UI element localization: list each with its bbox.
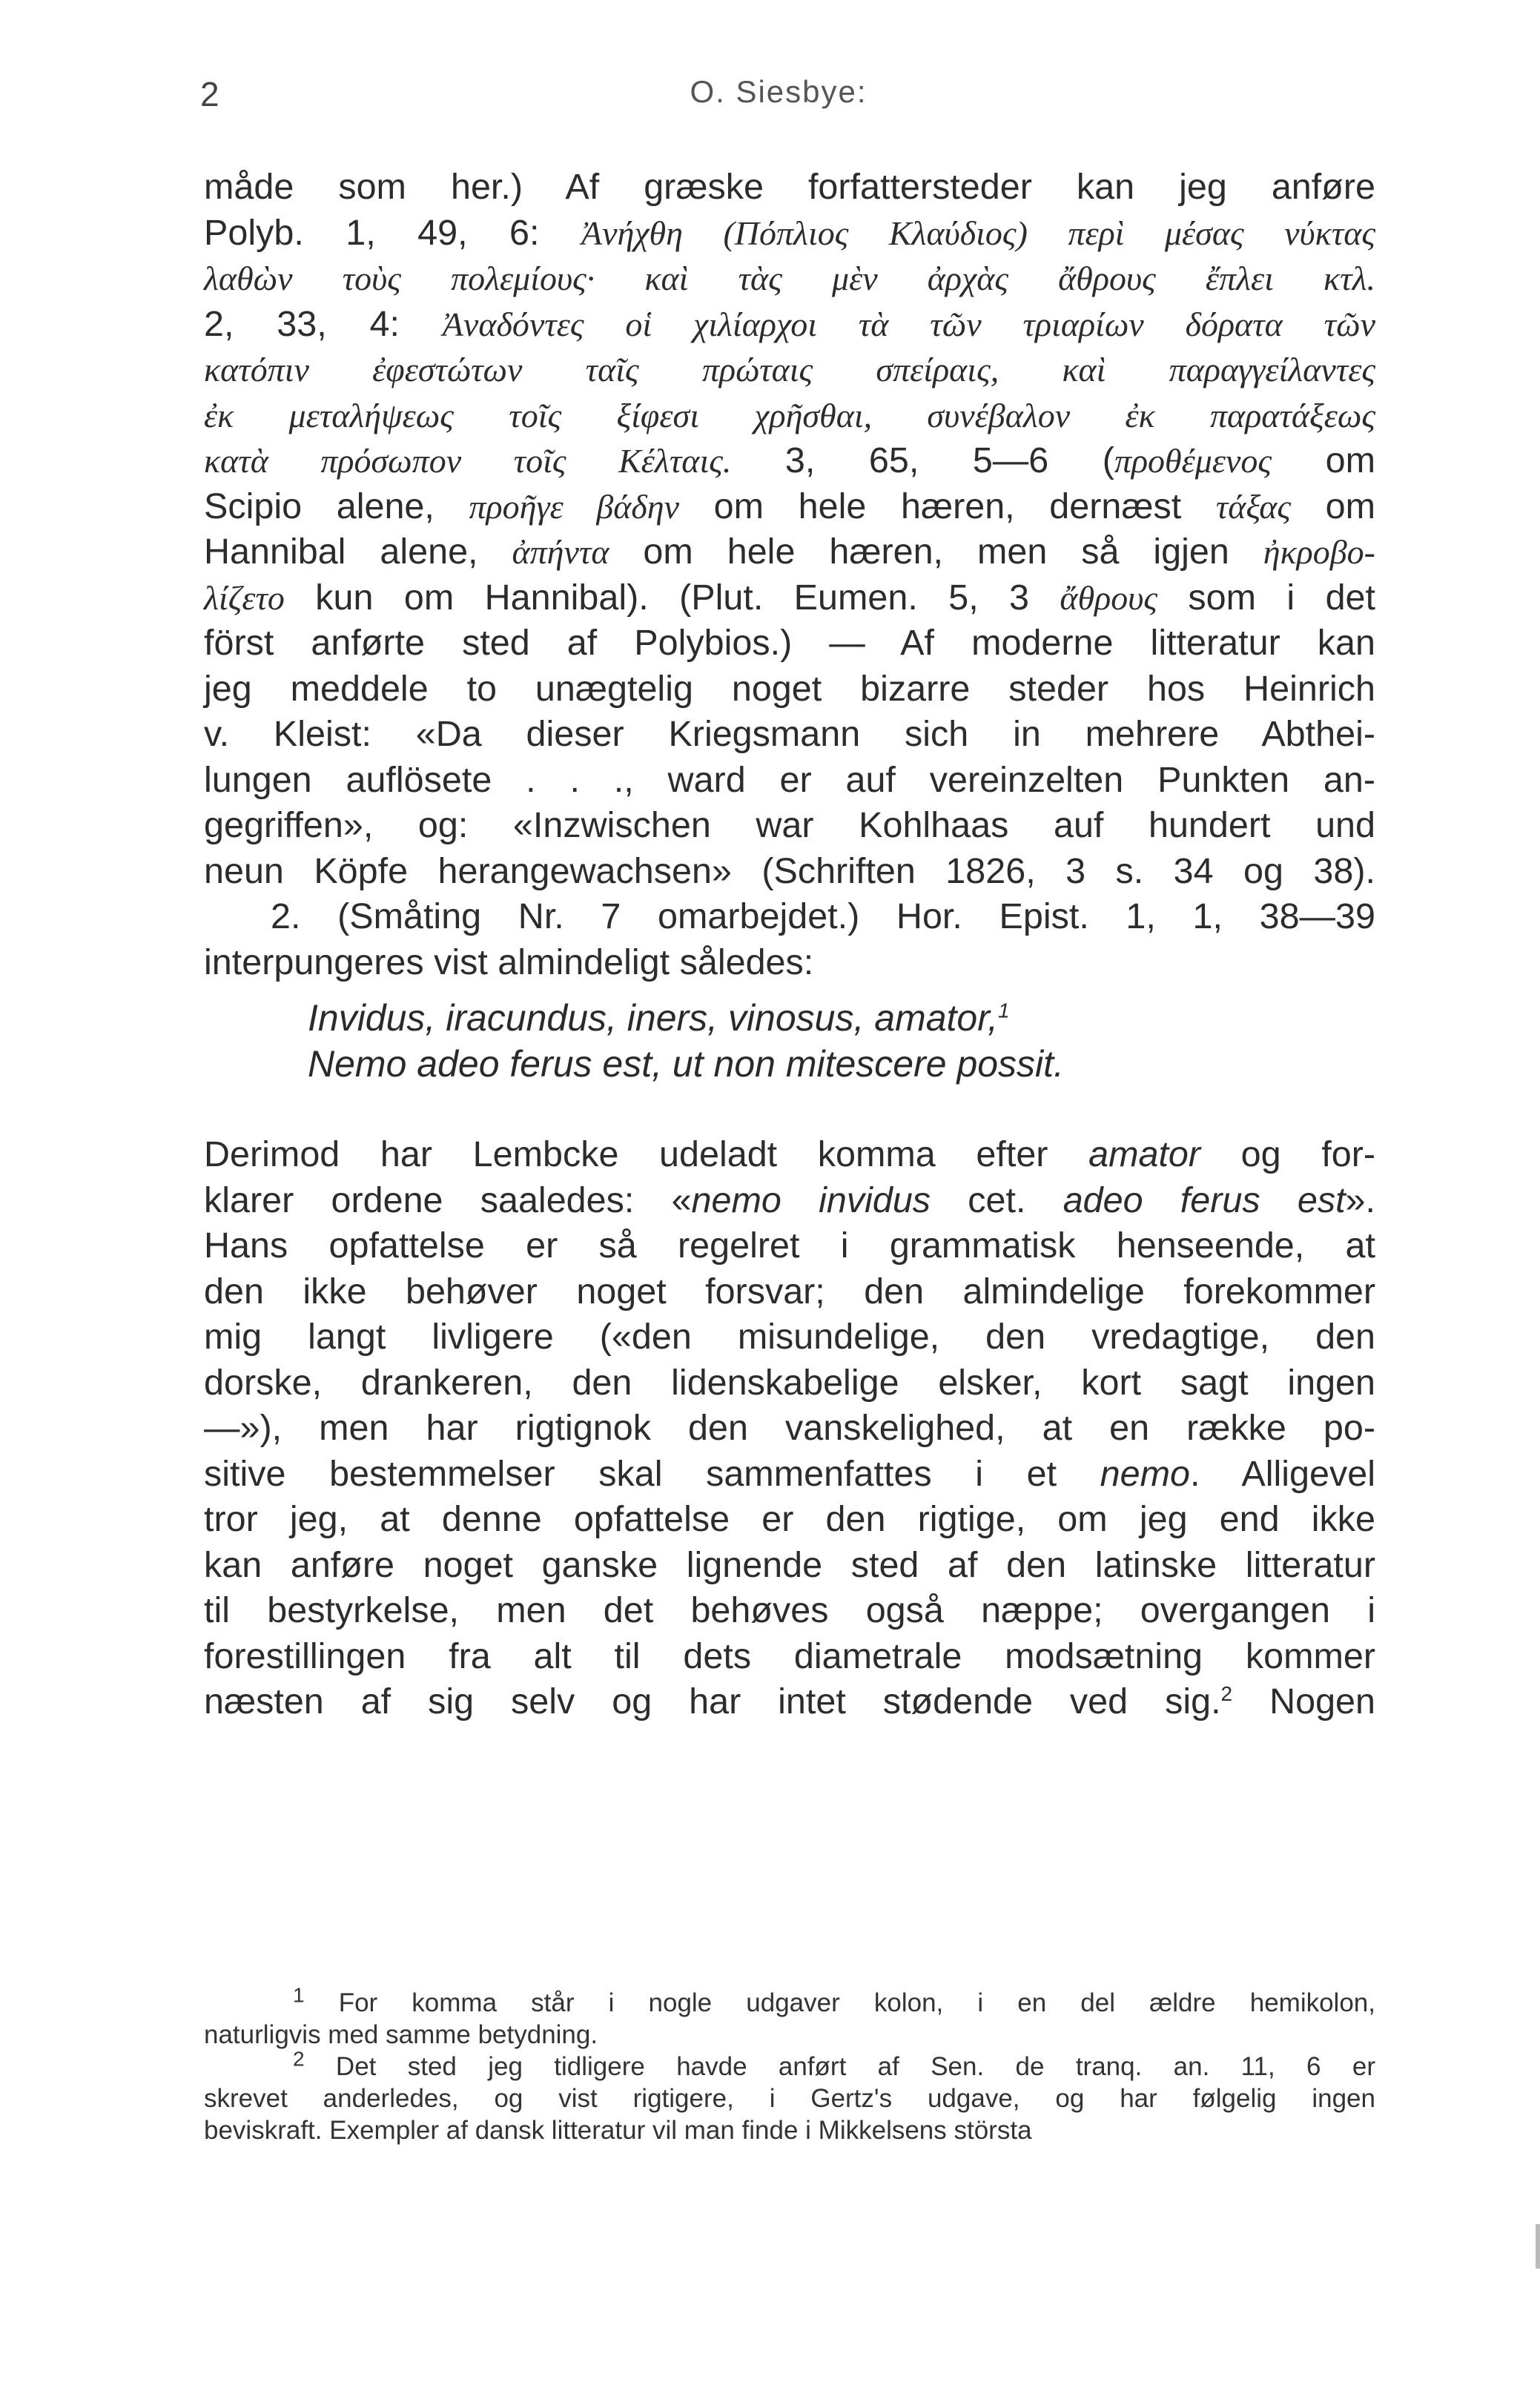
greek-quotation: κατόπιν ἐφεστώτων ταῖς πρώταις σπείραις, καὶ παραγγείλαντες bbox=[204, 351, 1375, 388]
text-line: forestillingen fra alt til dets diametrale modsætning kommer bbox=[204, 1635, 1375, 1676]
footnote-1-cont: naturligvis med samme betydning. bbox=[204, 2020, 598, 2049]
text-line: dorske, drankeren, den lidenskabelige elsker, kort sagt ingen bbox=[204, 1362, 1375, 1403]
text-line: næsten af sig selv og har intet stødende ved sig.$^2$ Nogen bbox=[204, 1681, 1375, 1721]
greek-quotation: Ἀναδόντες οἱ χιλίαρχοι τὰ τῶν τριαρίων δόρατα τῶν bbox=[442, 305, 1375, 343]
greek-quotation: λαθὼν τοὺς πολεμίους· καὶ τὰς μὲν ἀρχὰς ἄθρους ἔπλει κτλ. bbox=[204, 259, 1375, 297]
footnote-ref: 1 bbox=[998, 999, 1010, 1022]
greek-word: προῆγε βάδην bbox=[469, 487, 680, 526]
text-line: til bestyrkelse, men det behøves også næppe; overgangen i bbox=[204, 1590, 1375, 1630]
text-line: sitive bestemmelser skal sammenfattes i et nemo. Alligevel bbox=[204, 1453, 1375, 1494]
text-line: den ikke behøver noget forsvar; den almindelige forekommer bbox=[204, 1271, 1375, 1312]
text-line: interpungeres vist almindeligt således: bbox=[204, 942, 814, 982]
text-line: måde som her.) Af græske forfattersteder kan jeg anføre bbox=[204, 167, 1375, 207]
page-number: 2 bbox=[200, 75, 219, 113]
page-edge-mark bbox=[1536, 2224, 1540, 2269]
greek-word: λίζετο bbox=[204, 578, 285, 617]
text-line: först anførte sted af Polybios.) — Af moderne litteratur kan bbox=[204, 623, 1375, 663]
footnote-1: $^1$ For komma står i nogle udgaver kolon, i en del ældre hemikolon, bbox=[293, 1983, 1375, 2017]
greek-quotation: ἐκ μεταλήψεως τοῖς ξίφεσι χρῆσθαι, συνέβαλον ἐκ παρατάξεως bbox=[204, 396, 1375, 434]
footnotes bbox=[204, 1983, 1375, 2146]
text-line: gegriffen», og: «Inzwischen war Kohlhaas auf hundert und bbox=[204, 805, 1375, 845]
greek-word: ἄθρους bbox=[1060, 578, 1158, 617]
spacer bbox=[204, 1088, 1375, 1132]
running-head: O. Siesbye: bbox=[690, 74, 868, 109]
text-line: klarer ordene saaledes: «nemo invidus cet. adeo ferus est». bbox=[204, 1180, 1375, 1220]
text-line: κατὰ πρόσωπον τοῖς Κέλταις. 3, 65, 5—6 (προθέμενος om bbox=[204, 440, 1375, 480]
text-line bbox=[204, 347, 1375, 393]
footnote-2: $^2$ Det sted jeg tidligere havde anført af Sen. de tranq. an. 11, 6 er bbox=[293, 2047, 1375, 2081]
body-text bbox=[204, 165, 1375, 1725]
section-heading-line: 2. (Småting Nr. 7 omarbejdet.) Hor. Epist. 1, 1, 38—39 bbox=[271, 896, 1375, 936]
text-line: Derimod har Lembcke udeladt komma efter amator og for- bbox=[204, 1134, 1375, 1174]
verse-line: Invidus, iracundus, iners, vinosus, amator,$^1$ bbox=[308, 997, 1010, 1039]
footnote-ref: 2 bbox=[1220, 1681, 1233, 1705]
text-line: kan anføre noget ganske lignende sted af den latinske litteratur bbox=[204, 1544, 1375, 1585]
text-line: mig langt livligere («den misundelige, den vredagtige, den bbox=[204, 1317, 1375, 1357]
greek-word: ἀπήντα bbox=[512, 533, 609, 571]
page-header bbox=[200, 74, 1357, 119]
footnote-2-cont: beviskraft. Exempler af dansk litteratur vil man finde i Mikkelsens största bbox=[204, 2116, 1032, 2145]
footnote-2-cont: skrevet anderledes, og vist rigtigere, i Gertz's udgave, og har følgelig ingen bbox=[204, 2084, 1375, 2113]
greek-word: ἠκροβο- bbox=[1263, 533, 1375, 571]
text-line: —»), men har rigtignok den vanskelighed, at en række po- bbox=[204, 1408, 1375, 1448]
text-line: jeg meddele to unægtelig noget bizarre steder hos Heinrich bbox=[204, 668, 1375, 709]
greek-quotation: κατὰ πρόσωπον τοῖς Κέλταις. bbox=[204, 442, 732, 480]
greek-word: προθέμενος bbox=[1114, 442, 1272, 480]
verse-line: Nemo adeo ferus est, ut non mitescere possit. bbox=[308, 1043, 1064, 1085]
text-line: lungen auflösete . . ., ward er auf vereinzelten Punkten an- bbox=[204, 759, 1375, 800]
text-line: neun Köpfe herangewachsen» (Schriften 1826, 3 s. 34 og 38). bbox=[204, 850, 1375, 891]
greek-quotation: Ἀνήχθη (Πόπλιος Κλαύδιος) περὶ μέσας νύκτας bbox=[581, 214, 1376, 252]
text-line: Polyb. 1, 49, 6: Ἀνήχθη (Πόπλιος Κλαύδιος) περὶ μέσας νύκτας bbox=[204, 212, 1376, 253]
text-line: Scipio alene, προῆγε βάδην om hele hæren, dernæst τάξας om bbox=[204, 486, 1375, 526]
text-line bbox=[204, 256, 1375, 302]
text-line: λίζετο kun om Hannibal). (Plut. Eumen. 5, 3 ἄθρους som i det bbox=[204, 577, 1376, 618]
spacer bbox=[204, 985, 1375, 996]
text-line: Hans opfattelse er så regelret i grammatisk henseende, at bbox=[204, 1226, 1375, 1266]
text-line: tror jeg, at denne opfattelse er den rigtige, om jeg end ikke bbox=[204, 1499, 1375, 1539]
greek-word: τάξας bbox=[1215, 487, 1291, 526]
text-line: Hannibal alene, ἀπήντα om hele hæren, men så igjen ἠκροβο- bbox=[204, 532, 1375, 572]
text-line: v. Kleist: «Da dieser Kriegsmann sich in mehrere Abthei- bbox=[204, 714, 1375, 754]
text-line bbox=[204, 393, 1375, 439]
text-line: 2, 33, 4: Ἀναδόντες οἱ χιλίαρχοι τὰ τῶν τριαρίων δόρατα τῶν bbox=[204, 303, 1375, 344]
